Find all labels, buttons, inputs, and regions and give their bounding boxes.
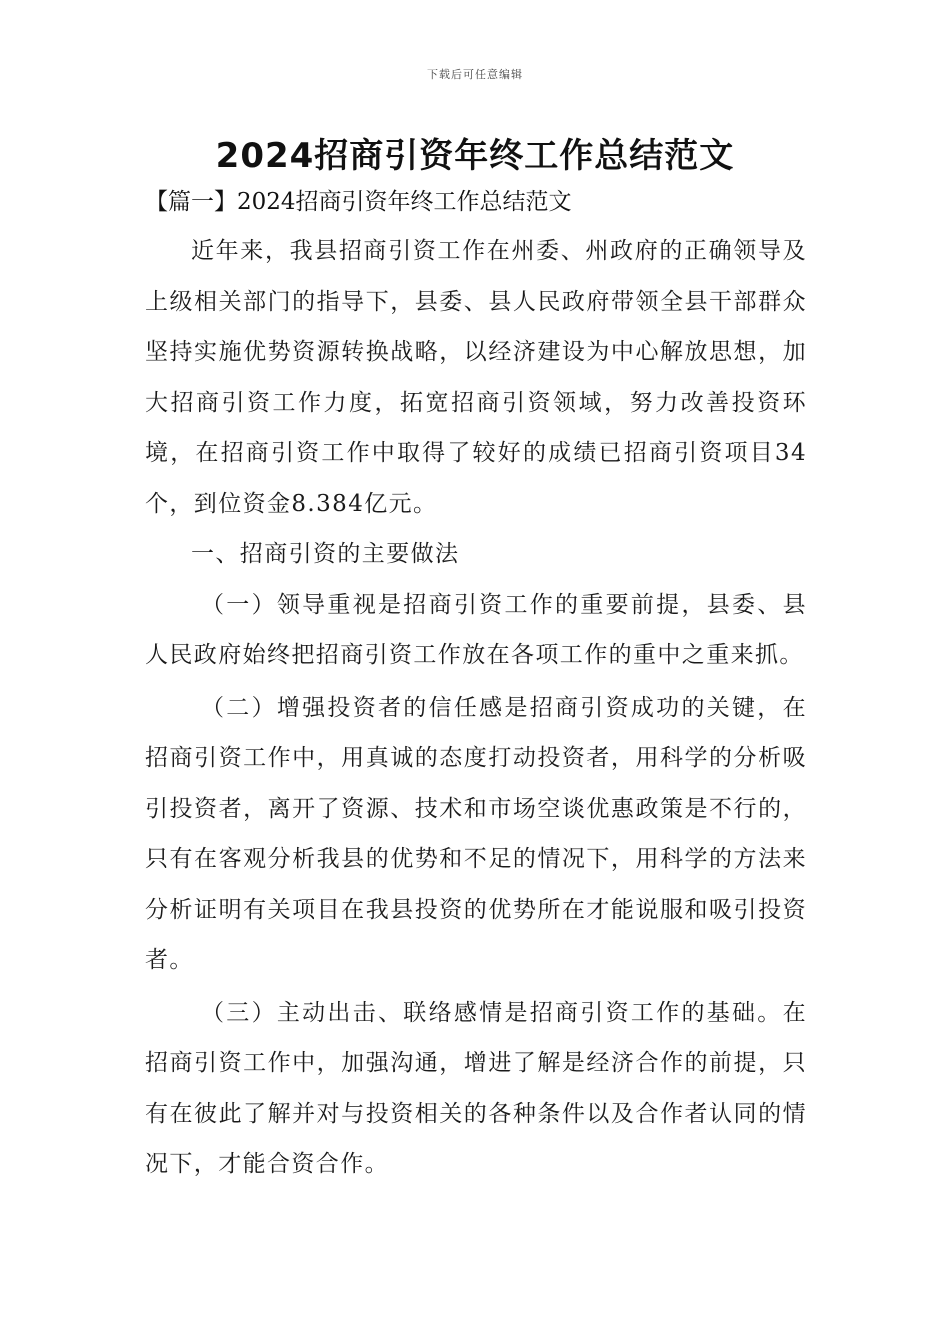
header-note: 下载后可任意编辑: [427, 68, 523, 81]
document-body: [145, 226, 807, 1190]
paragraph-point-3: （三）主动出击、联络感情是招商引资工作的基础。在招商引资工作中，加强沟通，增进了解是经济合作的前提，只有在彼此了解并对与投资相关的各种条件以及合作者认同的情况下，才能合资合作。: [145, 999, 807, 1177]
paragraph-point-1: （一）领导重视是招商引资工作的重要前提，县委、县人民政府始终把招商引资工作放在各项工作的重中之重来抓。: [145, 591, 807, 668]
paragraph-intro: 近年来，我县招商引资工作在州委、州政府的正确领导及上级相关部门的指导下，县委、县人民政府带领全县干部群众坚持实施优势资源转换战略，以经济建设为中心解放思想，加大招商引资工作力度，拓宽招商引资领域，努力改善投资环境，在招商引资工作中取得了较好的成绩已招商引资项目34个，到位资金8.384亿元。: [145, 238, 807, 517]
paragraph-section-heading: 一、招商引资的主要做法: [191, 541, 460, 567]
document-title: 2024招商引资年终工作总结范文: [215, 136, 735, 176]
paragraph-point-2: （二）增强投资者的信任感是招商引资成功的关键，在招商引资工作中，用真诚的态度打动投资者，用科学的分析吸引投资者，离开了资源、技术和市场空谈优惠政策是不行的，只有在客观分析我县的优势和不足的情况下，用科学的方法来分析证明有关项目在我县投资的优势所在才能说服和吸引投资者。: [145, 694, 807, 973]
section-subheading: 【篇一】2024招商引资年终工作总结范文: [145, 189, 572, 215]
